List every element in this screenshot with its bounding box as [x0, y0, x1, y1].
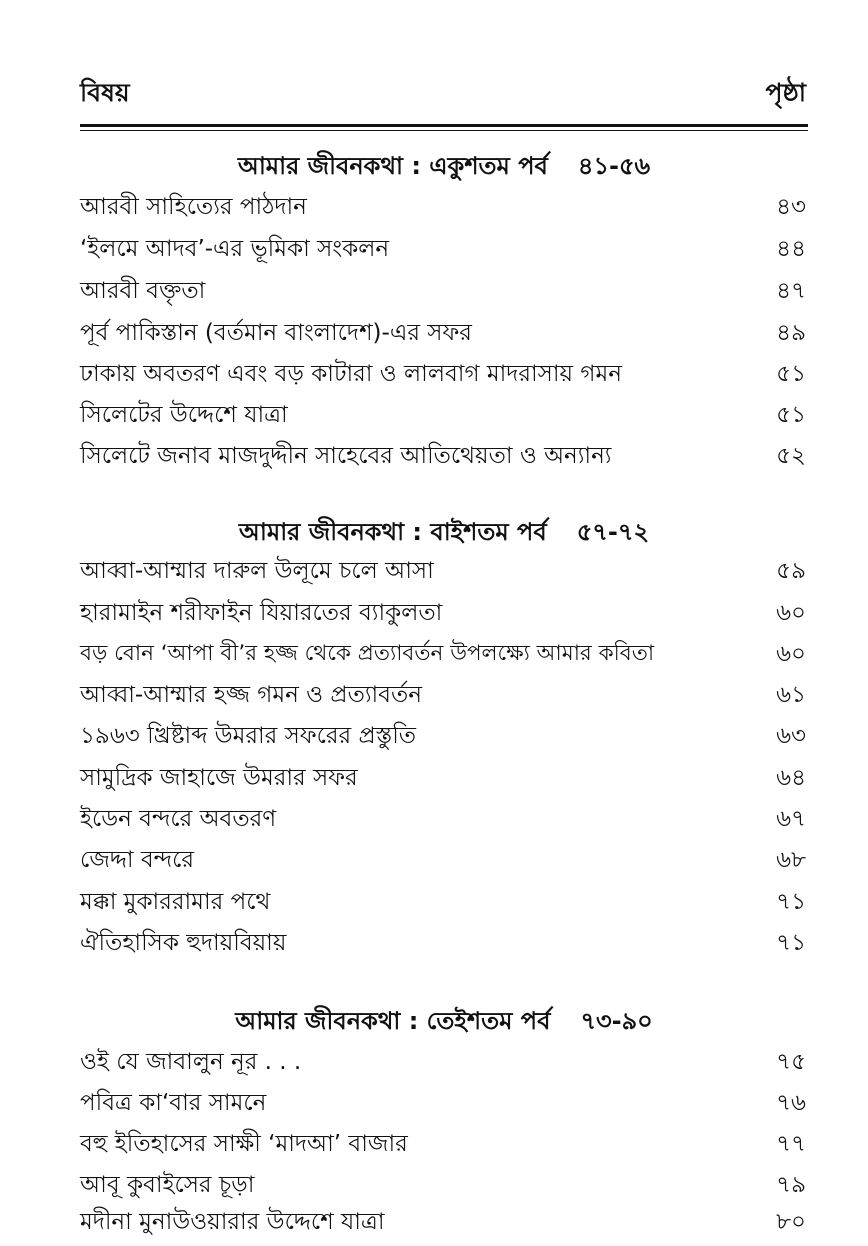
- entry-page: ৭১: [776, 930, 806, 956]
- entry-page: ৪৪: [776, 236, 806, 262]
- toc-entry[interactable]: [80, 438, 808, 474]
- toc-entry[interactable]: [80, 1085, 808, 1121]
- toc-entry[interactable]: [80, 1167, 808, 1203]
- entry-title: ‘ইলমে আদব’-এর ভূমিকা সংকলন: [80, 236, 390, 262]
- toc-entry[interactable]: [80, 189, 808, 225]
- entry-page: ৭৬: [776, 1090, 806, 1116]
- page-column-label: পৃষ্ঠা: [765, 78, 806, 107]
- entry-page: ৭৯: [776, 1172, 806, 1198]
- entry-page: ৫২: [776, 443, 806, 469]
- entry-page: ৬৭: [776, 806, 806, 832]
- toc-entry[interactable]: [80, 315, 808, 351]
- entry-page: ৬৮: [776, 847, 806, 873]
- entry-title: বহু ইতিহাসের সাক্ষী ‘মাদআ’ বাজার: [80, 1131, 408, 1157]
- toc-entry[interactable]: [80, 677, 808, 713]
- entry-page: ৬০: [776, 600, 806, 626]
- entry-page: ৭৭: [776, 1131, 806, 1157]
- toc-entry[interactable]: [80, 636, 808, 672]
- toc-entry[interactable]: [80, 1204, 808, 1240]
- entry-title: ঐতিহাসিক হুদায়বিয়ায়: [80, 930, 287, 956]
- section-title: আমার জীবনকথা : একুশতম পর্ব: [237, 152, 548, 180]
- entry-page: ৪৭: [776, 278, 806, 304]
- section-heading: [80, 148, 808, 188]
- entry-title: ঢাকায় অবতরণ এবং বড় কাটারা ও লালবাগ মাদরাসায় গমন: [80, 361, 622, 387]
- entry-page: ৪৩: [776, 194, 806, 220]
- toc-entry[interactable]: [80, 231, 808, 267]
- contents-header: [80, 80, 808, 127]
- entry-title: মদীনা মুনাউওয়ারার উদ্দেশে যাত্রা: [80, 1209, 385, 1235]
- toc-entry[interactable]: [80, 273, 808, 309]
- subject-column-label: বিষয়: [80, 78, 130, 107]
- toc-entry[interactable]: [80, 1044, 808, 1080]
- toc-entry[interactable]: [80, 397, 808, 433]
- section-heading: [80, 514, 808, 554]
- toc-entry[interactable]: [80, 760, 808, 796]
- entry-page: ৬১: [776, 682, 806, 708]
- entry-page: ৮০: [776, 1209, 806, 1235]
- entry-title: ১৯৬৩ খ্রিষ্টাব্দ উমরার সফরের প্রস্তুতি: [80, 723, 417, 749]
- entry-title: জেদ্দা বন্দরে: [80, 847, 195, 873]
- entry-page: ৬০: [776, 641, 806, 667]
- section-page-range: ৪১-৫৬: [577, 152, 651, 180]
- entry-title: পবিত্র কা‘বার সামনে: [80, 1090, 267, 1116]
- entry-page: ৫৯: [776, 558, 806, 584]
- entry-title: মক্কা মুকাররামার পথে: [80, 889, 271, 915]
- entry-title: ওই যে জাবালুন নূর . . .: [80, 1049, 302, 1075]
- toc-entry[interactable]: [80, 595, 808, 631]
- toc-entry[interactable]: [80, 842, 808, 878]
- entry-title: বড় বোন ‘আপা বী’র হজ্জ থেকে প্রত্যাবর্তন উপলক্ষ্যে আমার কবিতা: [80, 641, 655, 666]
- entry-page: ৬৩: [776, 723, 806, 749]
- toc-entry[interactable]: [80, 718, 808, 754]
- entry-page: ৬৪: [776, 765, 806, 791]
- entry-title: হারামাইন শরীফাইন যিয়ারতের ব্যাকুলতা: [80, 600, 443, 626]
- entry-title: আব্বা-আম্মার দারুল উলূমে চলে আসা: [80, 558, 434, 584]
- section-page-range: ৫৭-৭২: [576, 518, 650, 546]
- entry-title: আবূ কুবাইসের চূড়া: [80, 1172, 255, 1198]
- entry-page: ৪৯: [776, 320, 806, 346]
- entry-title: ইডেন বন্দরে অবতরণ: [80, 806, 277, 832]
- toc-entry[interactable]: [80, 356, 808, 392]
- entry-page: ৭৫: [776, 1049, 806, 1075]
- entry-page: ৭১: [776, 889, 806, 915]
- toc-entry[interactable]: [80, 1126, 808, 1162]
- toc-entry[interactable]: [80, 801, 808, 837]
- section-title: আমার জীবনকথা : তেইশতম পর্ব: [235, 1007, 551, 1035]
- entry-page: ৫১: [776, 402, 806, 428]
- toc-entry[interactable]: [80, 553, 808, 589]
- toc-entry[interactable]: [80, 925, 808, 961]
- toc-entry[interactable]: [80, 884, 808, 920]
- entry-title: পূর্ব পাকিস্তান (বর্তমান বাংলাদেশ)-এর সফর: [80, 320, 472, 346]
- entry-title: সিলেটের উদ্দেশে যাত্রা: [80, 402, 288, 428]
- entry-title: সামুদ্রিক জাহাজে উমরার সফর: [80, 765, 358, 791]
- entry-title: আরবী সাহিত্যের পাঠদান: [80, 194, 307, 220]
- section-title: আমার জীবনকথা : বাইশতম পর্ব: [238, 518, 547, 546]
- entry-title: আব্বা-আম্মার হজ্জ গমন ও প্রত্যাবর্তন: [80, 682, 422, 708]
- entry-page: ৫১: [776, 361, 806, 387]
- entry-title: আরবী বক্তৃতা: [80, 278, 206, 304]
- entry-title: সিলেটে জনাব মাজদুদ্দীন সাহেবের আতিথেয়তা ও অন্যান্য: [80, 443, 612, 469]
- section-page-range: ৭৩-৯০: [580, 1007, 653, 1035]
- section-heading: [80, 1003, 808, 1043]
